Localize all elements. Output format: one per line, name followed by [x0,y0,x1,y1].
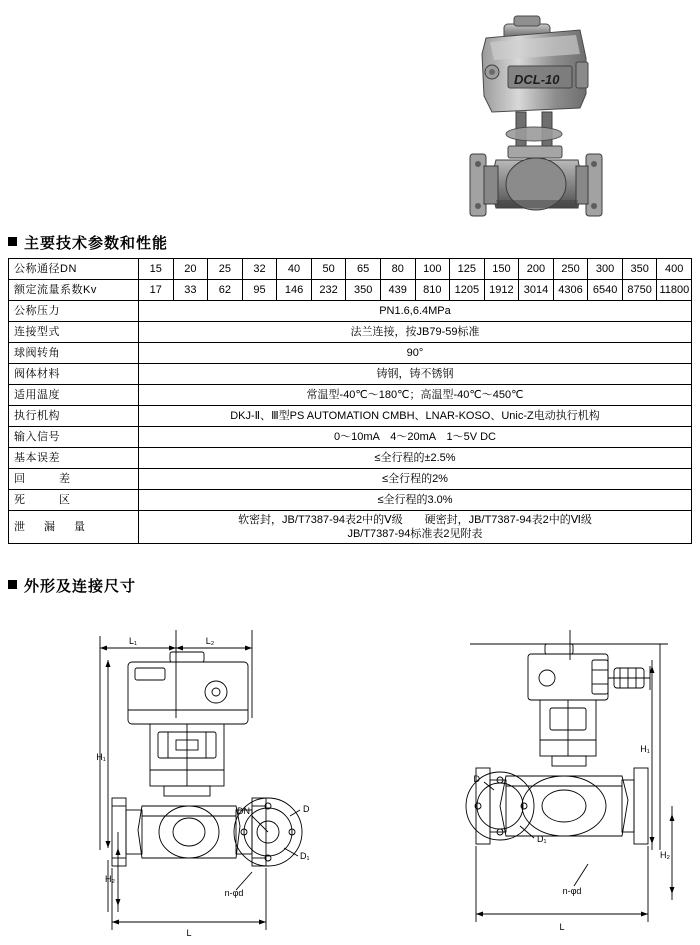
section-heading-specs-text: 主要技术参数和性能 [24,235,169,252]
table-row [9,490,692,511]
dimension-drawings [0,600,700,945]
cell: 4306 [553,280,588,301]
cell: 15 [139,259,174,280]
cell: 65 [346,259,381,280]
row-label: 适用温度 [9,385,139,406]
row-label: 输入信号 [9,427,139,448]
table-row [9,280,692,301]
cell: 17 [139,280,174,301]
row-label: 阀体材料 [9,364,139,385]
cell: 40 [277,259,312,280]
cell: 1912 [484,280,519,301]
label-H2-right: H₂ [660,850,670,860]
cell: 146 [277,280,312,301]
label-L1: L₁ [128,636,138,646]
cell: ≤全行程的±2.5% [139,448,692,469]
row-label: 公称压力 [9,301,139,322]
row-label: 回 差 [9,469,139,490]
label-holes-right: n-φd [562,886,582,896]
valve-photo-svg [430,8,690,223]
cell: 8750 [622,280,657,301]
cell: 铸钢，铸不锈钢 [139,364,692,385]
label-L-right: L [559,922,565,932]
cell: 法兰连接，按JB79-59标准 [139,322,692,343]
cell: PN1.6,6.4MPa [139,301,692,322]
section-heading-dimensions [8,575,136,596]
table-row [9,469,692,490]
cell: 0～10mA 4～20mA 1～5V DC [139,427,692,448]
cell: DKJ-Ⅱ、Ⅲ型PS AUTOMATION CMBH、LNAR-KOSO、Unic-Z电动执行机构 [139,406,692,427]
cell: 80 [380,259,415,280]
drawing-right [466,630,675,932]
section-heading-specs [8,232,168,253]
bullet-icon [8,237,17,246]
row-label: 连接型式 [9,322,139,343]
cell: 232 [311,280,346,301]
cell: 125 [450,259,485,280]
cell: 11800 [657,280,692,301]
dimension-drawings-svg [0,600,700,945]
table-row [9,301,692,322]
cell: ≤全行程的2% [139,469,692,490]
table-row [9,427,692,448]
leakage-line-1: 软密封，JB/T7387-94表2中的Ⅴ级 硬密封，JB/T7387-94表2中的Ⅵ级 [238,514,592,526]
cell: 200 [519,259,554,280]
label-H1: H₁ [96,752,106,762]
label-D-right: D [473,774,480,784]
cell: 1205 [450,280,485,301]
section-heading-dimensions-text: 外形及连接尺寸 [24,578,137,595]
cell: 20 [173,259,208,280]
cell: 300 [588,259,623,280]
table-row [9,259,692,280]
cell: 25 [208,259,243,280]
bullet-icon [8,580,17,589]
label-L: L [186,928,192,938]
cell: 439 [380,280,415,301]
label-D: D [303,804,310,814]
label-D1: D₁ [300,851,310,861]
cell [139,511,692,544]
label-H2: H₂ [105,874,115,884]
label-L2: L₂ [205,636,215,646]
product-photo [430,8,690,223]
label-H1-right: H₁ [640,744,650,754]
leakage-line-2: JB/T7387-94标准表2见附表 [347,528,483,540]
table-row [9,322,692,343]
table-row [9,406,692,427]
table-row [9,511,692,544]
row-label: 球阀转角 [9,343,139,364]
row-label: 基本误差 [9,448,139,469]
cell: 100 [415,259,450,280]
drawing-left [96,630,310,938]
row-label: 泄 漏 量 [9,511,139,544]
cell: 3014 [519,280,554,301]
cell: 90° [139,343,692,364]
table-row [9,343,692,364]
cell: 400 [657,259,692,280]
cell: 62 [208,280,243,301]
row-label: 死 区 [9,490,139,511]
table-row [9,385,692,406]
row-label: 额定流量系数Kv [9,280,139,301]
cell: ≤全行程的3.0% [139,490,692,511]
cell: 350 [622,259,657,280]
cell: 50 [311,259,346,280]
cell: 33 [173,280,208,301]
row-label: 公称通径DN [9,259,139,280]
cell: 810 [415,280,450,301]
cell: 常温型-40℃～180℃；高温型-40℃～450℃ [139,385,692,406]
cell: 95 [242,280,277,301]
label-D1-right: D₁ [537,834,547,844]
cell: 250 [553,259,588,280]
cell: 350 [346,280,381,301]
row-label: 执行机构 [9,406,139,427]
cell: 150 [484,259,519,280]
label-holes: n-φd [224,888,244,898]
label-DN: DN [237,806,250,816]
actuator-label: DCL-10 [514,72,560,87]
table-row [9,448,692,469]
cell: 32 [242,259,277,280]
spec-table [8,258,692,544]
table-row [9,364,692,385]
cell: 6540 [588,280,623,301]
